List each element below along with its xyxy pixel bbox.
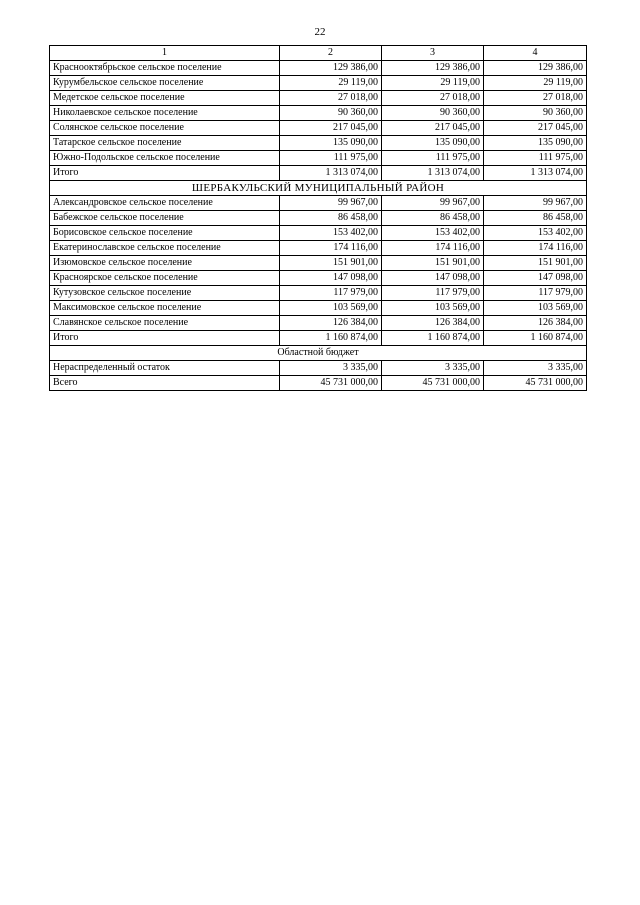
total-row — [50, 166, 587, 181]
grand-total-amount: 45 731 000,00 — [280, 376, 382, 391]
amount-cell: 129 386,00 — [484, 61, 587, 76]
regional-budget-heading: Областной бюджет — [50, 346, 587, 361]
table-row — [50, 256, 587, 271]
amount-cell: 174 116,00 — [280, 241, 382, 256]
settlement-name: Медетское сельское поселение — [50, 91, 280, 106]
amount-cell: 99 967,00 — [280, 196, 382, 211]
settlement-name: Курумбельское сельское поселение — [50, 76, 280, 91]
amount-cell: 153 402,00 — [484, 226, 587, 241]
budget-table — [49, 45, 587, 391]
settlement-name: Краснооктябрьское сельское поселение — [50, 61, 280, 76]
table-row — [50, 286, 587, 301]
settlement-name: Изюмовское сельское поселение — [50, 256, 280, 271]
amount-cell: 3 335,00 — [382, 361, 484, 376]
district-heading: ШЕРБАКУЛЬСКИЙ МУНИЦИПАЛЬНЫЙ РАЙОН — [50, 181, 587, 196]
amount-cell: 103 569,00 — [280, 301, 382, 316]
table-row — [50, 121, 587, 136]
amount-cell: 217 045,00 — [382, 121, 484, 136]
table-row — [50, 76, 587, 91]
amount-cell: 117 979,00 — [484, 286, 587, 301]
section-heading-row — [50, 346, 587, 361]
settlement-name: Красноярское сельское поселение — [50, 271, 280, 286]
amount-cell: 29 119,00 — [484, 76, 587, 91]
amount-cell: 111 975,00 — [484, 151, 587, 166]
total-row — [50, 331, 587, 346]
table-row — [50, 91, 587, 106]
amount-cell: 27 018,00 — [280, 91, 382, 106]
amount-cell: 135 090,00 — [280, 136, 382, 151]
table-row — [50, 106, 587, 121]
amount-cell: 27 018,00 — [382, 91, 484, 106]
amount-cell: 151 901,00 — [382, 256, 484, 271]
amount-cell: 217 045,00 — [280, 121, 382, 136]
amount-cell: 151 901,00 — [280, 256, 382, 271]
column-number: 3 — [382, 46, 484, 61]
amount-cell: 86 458,00 — [382, 211, 484, 226]
amount-cell: 90 360,00 — [280, 106, 382, 121]
amount-cell: 151 901,00 — [484, 256, 587, 271]
amount-cell: 153 402,00 — [382, 226, 484, 241]
amount-cell: 99 967,00 — [382, 196, 484, 211]
amount-cell: 86 458,00 — [280, 211, 382, 226]
settlement-name: Южно-Подольское сельское поселение — [50, 151, 280, 166]
amount-cell: 174 116,00 — [382, 241, 484, 256]
amount-cell: 99 967,00 — [484, 196, 587, 211]
settlement-name: Солянское сельское поселение — [50, 121, 280, 136]
settlement-name: Екатеринославское сельское поселение — [50, 241, 280, 256]
total-amount: 1 160 874,00 — [280, 331, 382, 346]
amount-cell: 147 098,00 — [484, 271, 587, 286]
amount-cell: 147 098,00 — [280, 271, 382, 286]
table-row — [50, 196, 587, 211]
amount-cell: 103 569,00 — [484, 301, 587, 316]
amount-cell: 111 975,00 — [382, 151, 484, 166]
table-row — [50, 151, 587, 166]
amount-cell: 90 360,00 — [382, 106, 484, 121]
amount-cell: 174 116,00 — [484, 241, 587, 256]
amount-cell: 129 386,00 — [382, 61, 484, 76]
total-label: Итого — [50, 166, 280, 181]
table-row — [50, 136, 587, 151]
column-number: 1 — [50, 46, 280, 61]
total-amount: 1 160 874,00 — [382, 331, 484, 346]
amount-cell: 126 384,00 — [484, 316, 587, 331]
settlement-name: Бабежское сельское поселение — [50, 211, 280, 226]
settlement-name: Кутузовское сельское поселение — [50, 286, 280, 301]
table-row — [50, 241, 587, 256]
table-row — [50, 271, 587, 286]
amount-cell: 126 384,00 — [382, 316, 484, 331]
total-amount: 1 313 074,00 — [484, 166, 587, 181]
amount-cell: 90 360,00 — [484, 106, 587, 121]
amount-cell: 129 386,00 — [280, 61, 382, 76]
amount-cell: 86 458,00 — [484, 211, 587, 226]
amount-cell: 27 018,00 — [484, 91, 587, 106]
column-number: 2 — [280, 46, 382, 61]
column-number: 4 — [484, 46, 587, 61]
total-amount: 1 160 874,00 — [484, 331, 587, 346]
table-row — [50, 211, 587, 226]
table-row — [50, 61, 587, 76]
amount-cell: 111 975,00 — [280, 151, 382, 166]
amount-cell: 147 098,00 — [382, 271, 484, 286]
amount-cell: 126 384,00 — [280, 316, 382, 331]
grand-total-amount: 45 731 000,00 — [382, 376, 484, 391]
amount-cell: 29 119,00 — [382, 76, 484, 91]
row-label: Нераспределенный остаток — [50, 361, 280, 376]
amount-cell: 135 090,00 — [382, 136, 484, 151]
amount-cell: 29 119,00 — [280, 76, 382, 91]
grand-total-row — [50, 376, 587, 391]
settlement-name: Максимовское сельское поселение — [50, 301, 280, 316]
table-row — [50, 316, 587, 331]
amount-cell: 103 569,00 — [382, 301, 484, 316]
total-amount: 1 313 074,00 — [280, 166, 382, 181]
amount-cell: 135 090,00 — [484, 136, 587, 151]
grand-total-label: Всего — [50, 376, 280, 391]
amount-cell: 217 045,00 — [484, 121, 587, 136]
amount-cell: 3 335,00 — [484, 361, 587, 376]
amount-cell: 3 335,00 — [280, 361, 382, 376]
table-row — [50, 226, 587, 241]
page-number: 22 — [314, 26, 326, 38]
total-label: Итого — [50, 331, 280, 346]
settlement-name: Александровское сельское поселение — [50, 196, 280, 211]
settlement-name: Славянское сельское поселение — [50, 316, 280, 331]
settlement-name: Борисовское сельское поселение — [50, 226, 280, 241]
table-row — [50, 301, 587, 316]
total-amount: 1 313 074,00 — [382, 166, 484, 181]
column-number-row — [50, 46, 587, 61]
table-row — [50, 361, 587, 376]
settlement-name: Николаевское сельское поселение — [50, 106, 280, 121]
amount-cell: 153 402,00 — [280, 226, 382, 241]
amount-cell: 117 979,00 — [280, 286, 382, 301]
amount-cell: 117 979,00 — [382, 286, 484, 301]
settlement-name: Татарское сельское поселение — [50, 136, 280, 151]
section-heading-row — [50, 181, 587, 196]
grand-total-amount: 45 731 000,00 — [484, 376, 587, 391]
